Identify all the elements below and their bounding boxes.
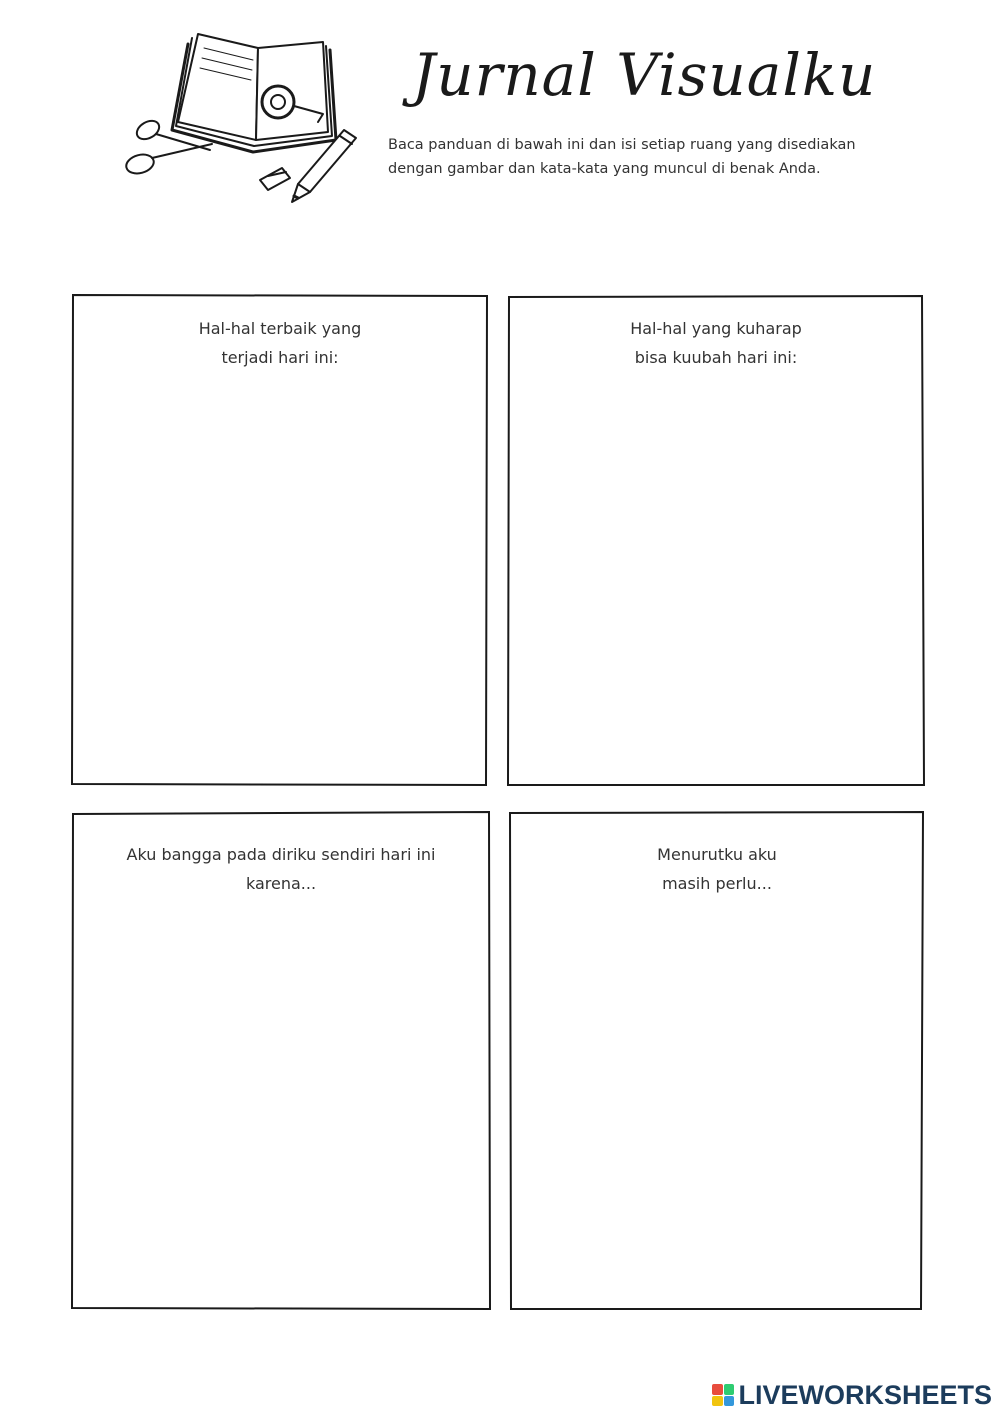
brand-square-blue bbox=[724, 1396, 735, 1407]
journal-box-best-things[interactable] bbox=[72, 294, 488, 786]
prompt-line-2: bisa kuubah hari ini: bbox=[634, 348, 798, 367]
box-prompt bbox=[508, 314, 924, 372]
instructions bbox=[388, 133, 908, 181]
journal-box-wish-to-change[interactable] bbox=[508, 296, 924, 786]
liveworksheets-logo bbox=[712, 1380, 992, 1410]
stationery-illustration bbox=[118, 22, 368, 207]
prompt-line-2: terjadi hari ini: bbox=[221, 348, 339, 367]
prompt-line-1: Aku bangga pada diriku sendiri hari ini bbox=[126, 845, 436, 864]
brand-square-red bbox=[712, 1384, 723, 1395]
prompt-line-1: Hal-hal yang kuharap bbox=[630, 319, 802, 338]
open-book-icon bbox=[172, 34, 336, 152]
prompt-line-2: karena... bbox=[245, 874, 317, 893]
instructions-line-1: Baca panduan di bawah ini dan isi setiap ruang yang disediakan bbox=[388, 137, 856, 153]
box-prompt bbox=[510, 840, 924, 898]
brand-square-yellow bbox=[712, 1396, 723, 1407]
brand-mark-icon bbox=[712, 1384, 734, 1406]
box-prompt bbox=[72, 314, 488, 372]
journal-box-still-need[interactable] bbox=[510, 812, 924, 1310]
prompt-line-2: masih perlu... bbox=[662, 874, 772, 893]
page-title: Jurnal Visualku bbox=[412, 41, 877, 109]
brand-square-green bbox=[724, 1384, 735, 1395]
prompt-line-1: Menurutku aku bbox=[657, 845, 777, 864]
journal-box-proud-of[interactable] bbox=[72, 812, 490, 1310]
instructions-line-2: dengan gambar dan kata-kata yang muncul di benak Anda. bbox=[388, 161, 821, 177]
box-prompt bbox=[72, 840, 490, 898]
eraser-icon bbox=[260, 168, 290, 190]
prompt-line-1: Hal-hal terbaik yang bbox=[198, 319, 362, 338]
brand-text: LIVEWORKSHEETS bbox=[738, 1379, 992, 1410]
